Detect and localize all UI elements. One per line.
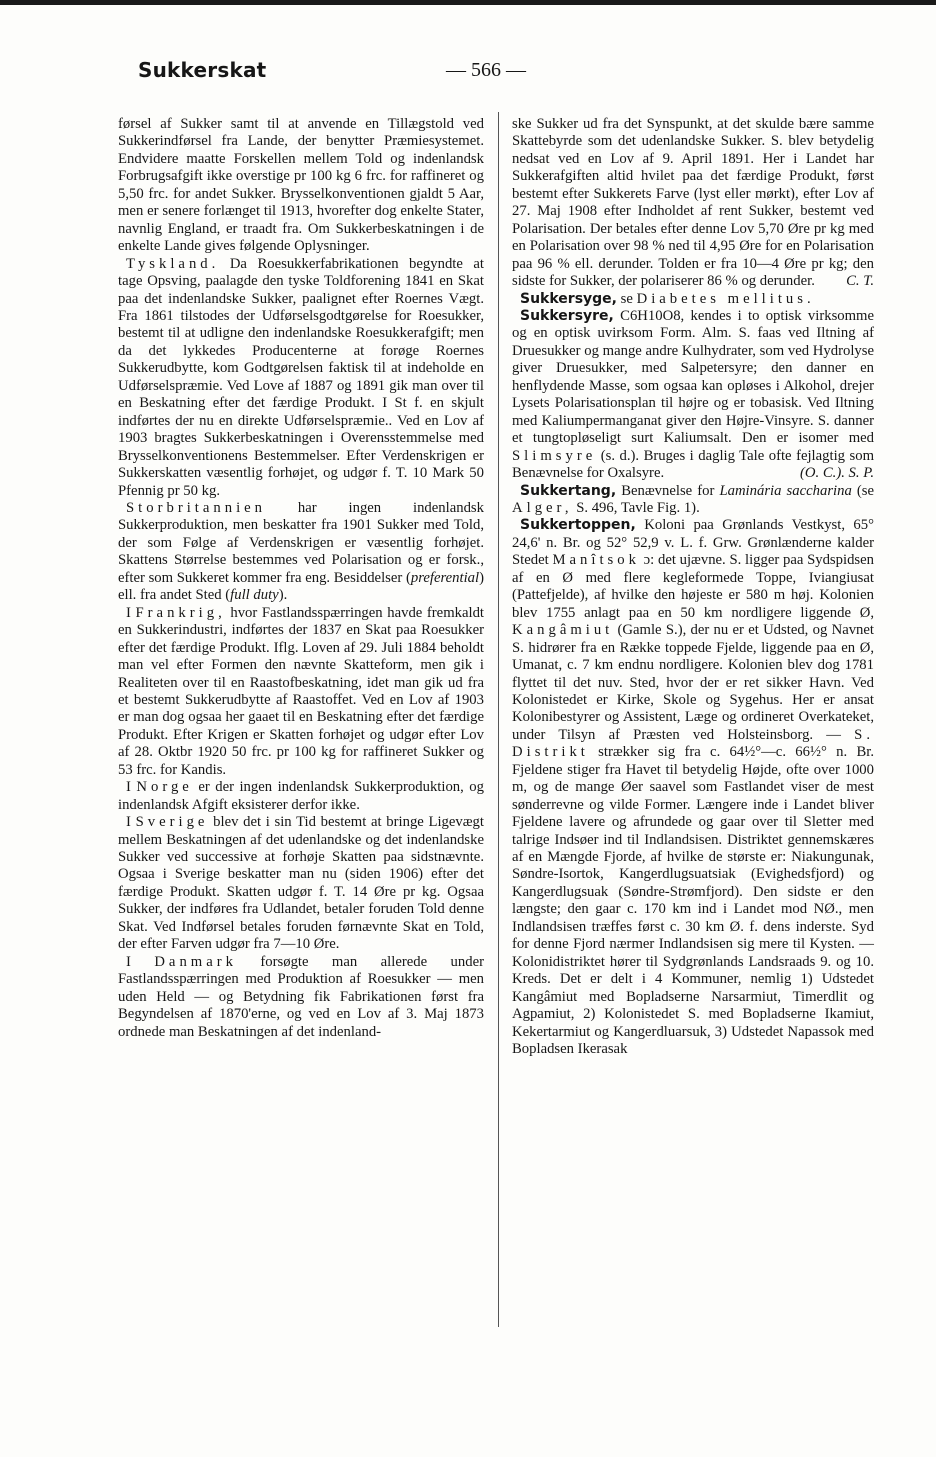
author-signature: C. T. <box>846 273 874 290</box>
paragraph-intro <box>118 116 484 256</box>
running-head: Sukkerskat <box>138 58 267 82</box>
entry-headword: Sukkertang, <box>520 482 617 499</box>
paragraph-continued <box>512 116 874 291</box>
paragraph-text: hvor Fastlandsspærringen havde fremkaldt en Sukkerindustri, indførtes der 1837 en Skat paa Roesukker efter det færdige Produkt. Iflg. Loven af 29. Juli 1884 beholdt man vel efter Formen den nævnte Skatteform, men gik i Realiteten over til en Raastofbeskatning, idet man gik ud fra et bestemt Sukkerudbytte af Raastoffet. Ved en Lov af 1903 er man dog ogsaa her gaaet til en Beskatning efter det færdige Produkt. Efter Krigen er Skatten forhøjet og udgør efter Lov af 28. Oktbr 1920 50 frc. pr 100 kg for raffineret Sukker og 53 frc. for Kandis. <box>118 604 484 778</box>
cross-reference: Diabetes mellitus. <box>636 290 815 307</box>
spaced-name: Kangâmiut <box>512 622 614 639</box>
entry-sukkersyre <box>512 308 874 483</box>
paragraph-text: ) ell. fra andet Sted ( <box>118 569 485 604</box>
cross-reference: Alger, <box>512 499 573 516</box>
paragraph-norge <box>118 779 484 814</box>
entry-sukkertoppen <box>512 517 874 1058</box>
entry-sukkertang <box>512 483 874 518</box>
country-name: Storbritannien <box>126 499 267 516</box>
paragraph-text: Da Roesukkerfabrikationen begyndte at tage Opsving, paalagde den tyske Toldforening 1841 en Skat paa det indenlandske Sukker, paalignet efter Roernes Vægt. Fra 1861 tilstodes der Udførselsgodtgørelse for Roesukker, bestemt til at udligne den indenlandske Roesukkerafgift; men da det lykkedes Producenterne at forøge Roernes Sukkerudbytte, kom Godtgørelsen faktisk til at indeholde en Udførselspræmie. Ved Love af 1887 og 1891 gik man over til en Beskatning efter det færdige Produkt. I St f. en skjult indførtes der nu en direkte Udførselspræmie.. Ved en Lov af 1903 bragtes Sukkerbeskatningen i Overensstemmelse med Brysselkonventionens Bestemmelser. Efter Verdenskrigen er Sukkerskatten væsentlig forhøjet, og udgør f. T. 10 Mark 50 Pfennig pr 50 kg. <box>118 255 484 499</box>
paragraph-text: ɔ: det ujævne. S. ligger paa Sydspidsen af en Ø med flere kegleformede Toppe, Iviangiusat (Pattefjelde), af hvilke den højeste er 580 m høj. Kolonien blev 1755 anlagt paa en 50 km nordligere liggende Ø, <box>512 552 874 621</box>
paragraph-text: (se <box>851 482 874 499</box>
paragraph-text: (s. d.). Bruges i daglig Tale ofte fejlagtig som Benævnelse for Oxalsyre. <box>512 447 874 482</box>
paragraph-frankrig <box>118 605 484 780</box>
paragraph-text: er der ingen indenlandsk Sukkerproduktion, og indenlandsk Afgift eksisterer derfor ikke. <box>118 779 484 813</box>
italic-term: preferential <box>410 569 480 586</box>
paragraph-text: I <box>126 814 136 831</box>
entry-sukkersyge <box>512 291 874 308</box>
country-name: Danmark <box>154 953 237 970</box>
country-name: Norge <box>136 779 193 796</box>
paragraph-text: har ingen indenlandsk Sukkerproduktion, men beskatter fra 1901 Sukker med Told, der som Følge af Verdenskrigen er væsentlig forhøjet. Skattens Størrelse bestemmes ved Polarisation og er forsk., efter som Sukkeret kommer fra eng. Besiddelser ( <box>118 499 484 586</box>
paragraph-text: Benævnelse for <box>616 482 720 499</box>
entry-headword: Sukkertoppen, <box>520 517 636 534</box>
page-header <box>138 58 880 88</box>
spaced-name: S. Distrikt <box>512 726 874 761</box>
paragraph-text: ). <box>278 587 288 604</box>
spaced-name: Manîtsok <box>552 552 640 569</box>
paragraph-sverige <box>118 814 484 954</box>
top-border-rule <box>0 0 936 5</box>
country-name: Sverige <box>135 814 209 831</box>
entry-headword: Sukkersyge, <box>520 290 617 307</box>
paragraph-text: I <box>126 604 136 621</box>
paragraph-text: strækker sig fra c. 64½°—c. 66½° n. Br. Fjeldene stiger fra Havet til betydelig Højde, ofte over 1000 m, og de mange Øer saavel som Fastlandet viser de mest sønderrevne og vilde Former. Længere inde i Landet bliver Fjeldene lavere og afrundede og gaar over til Sletter med talrige Indsøer ind til Indlandsisen. Distriktet gennemskæres af en Mængde Fjorde, af hvilke de største er: Niakungunak, Søndre-Isortok, Kangerdlugsuatsiak (Evighedsfjord) og Kangerdlugsuak (Søndre-Strømfjord). Den sidste er den længste; den gaar c. 170 km ind i Landet mod NØ., men Indlandsisen træffes først c. 30 km Ø. f. dens inderste. Syd for denne Fjord nærmer Indlandsisen sig mere til Kysten. — Kolonidistriktet hører til Sydgrønlands Landsraads 9. og 10. Kreds. Det er delt i 4 Kommuner, nemlig 1) Udstedet Kangâmiut med Bopladserne Narsarmiut, Timerdlit og Agpamiut, 2) Kolonistedet S. med Bopladserne Ikamiut, Kekertarmiut og Kangerdluarsuk, 3) Udstedet Napassok med Bopladsen Ikerasak <box>512 744 874 1058</box>
paragraph-text: forsøgte man allerede under Fastlandsspærringen med Produktion af Roesukker — men uden Held — og Betydning fik Fabrikationen først fra Begyndelsen af 1870'erne, og ved en Lov af 3. Maj 1873 ordnede man Beskatningen af det indenland- <box>118 953 484 1040</box>
paragraph-text: ske Sukker ud fra det Synspunkt, at det skulde bære samme Skattebyrde som det udenlandske Sukker. S. blev betydelig nedsat ved en Lov af 9. April 1891. Her i Landet har Sukkerafgiften altid hvilet paa det færdige Produkt, først bestemt efter Sukkerets Farve (lyst eller mørkt), efter Lov af 27. Maj 1908 efter Indholdet af rent Sukker, bestemt ved Polarisation. Der betales efter denne Lov 5,70 Øre pr kg med en Polarisation over 98 % ned til 4,95 Øre for en Polarisation paa 96 % ell. derunder. Tolden er fra 10—4 Øre pr kg; den sidste for Sukker, der polariserer 86 % og derunder. <box>512 116 874 290</box>
author-signature: (O. C.). S. P. <box>800 465 874 482</box>
paragraph-text: se <box>617 290 637 307</box>
paragraph-text: S. 496, Tavle Fig. 1). <box>572 499 700 516</box>
left-column <box>118 116 484 1041</box>
paragraph-text: førsel af Sukker samt til at anvende en Tillægstold ved Sukkerindførsel fra Lande, der benytter Præmiesystemet. Endvidere maatte Forskellen mellem Told og indenlandsk Forbrugsafgift ikke overstige pr 100 kg 6 frc. for raffineret og 5,50 frc. for andet Sukker. Brysselkonventionen gjaldt 5 Aar, men er senere forlænget til 1913, hvorefter dog enkelte Stater, navnlig England, er traadt fra. Om Sukkerbeskatningen i de enkelte Lande gives følgende Oplysninger. <box>118 116 484 255</box>
right-column <box>512 116 874 1058</box>
paragraph-text: blev det i sin Tid bestemt at bringe Ligevægt mellem Beskatningen af det udenlandske og det indenlandske Sukker ved successive at forhøje Skatten paa sidstnævnte. Ogsaa i Sverige beskatter man nu (siden 1906) efter det færdige Produkt. Skatten udgør f. T. 14 Øre pr kg. Ogsaa Sukker, der indføres fra Udlandet, betaler foruden Told denne Skat. Ved Indførsel betales foruden førnævnte Skat en Told, der efter Farven udgør fra 7—10 Øre. <box>118 814 484 953</box>
paragraph-storbritannien <box>118 500 484 605</box>
entry-headword: Sukkersyre, <box>520 307 614 324</box>
column-divider <box>498 112 499 1327</box>
paragraph-text: C6H10O8, kendes i to optisk virksomme og en optisk uvirksom Form. Alm. S. faas ved Iltning af Druesukker og mange andre Kulhydrater, som ved Hydrolyse giver Druesukker, med Salpetersyre; den danner en henflydende Masse, som ogsaa kan opløses i Alkohol, drejer Lysets Polarisationsplan til højre og er tobasisk. Ved Iltning med Kaliumpermanganat giver den Højre-Vinsyre. S. danner et tungtopløseligt surt Kaliumsalt. Den er isomer med <box>512 307 874 447</box>
page-number: — 566 — <box>446 59 526 81</box>
paragraph-tyskland <box>118 256 484 500</box>
paragraph-danmark <box>118 954 484 1041</box>
paragraph-text: (Gamle S.), der nu er et Udsted, og Navnet S. hidrører fra en Række toppede Fjelde, liggende paa en Ø, Umanat, c. 7 km endnu nordligere. Kolonien blev dog 1781 flyttet til det nuv. Sted, hvor der er ret sikker Havn. Ved Kolonistedet er Kirke, Skole og Sygehus. Her er ansat Kolonibestyrer og Assistent, Læge og ordineret Overkateket, under Tilsyn af Præsten ved Holsteinsborg. — <box>512 622 874 743</box>
italic-term: Laminária saccharina <box>719 482 852 499</box>
cross-reference: Slimsyre <box>512 447 597 464</box>
paragraph-text: I <box>126 779 137 796</box>
paragraph-text: Koloni paa Grønlands Vestkyst, 65° 24,6' n. Br. og 52° 52,9 v. L. f. Grw. Grønlænderne kalder Stedet <box>512 517 874 569</box>
country-name: Tyskland. <box>126 255 220 272</box>
country-name: Frankrig, <box>135 604 226 621</box>
italic-term: full duty <box>230 587 279 604</box>
paragraph-text: I <box>126 953 155 970</box>
